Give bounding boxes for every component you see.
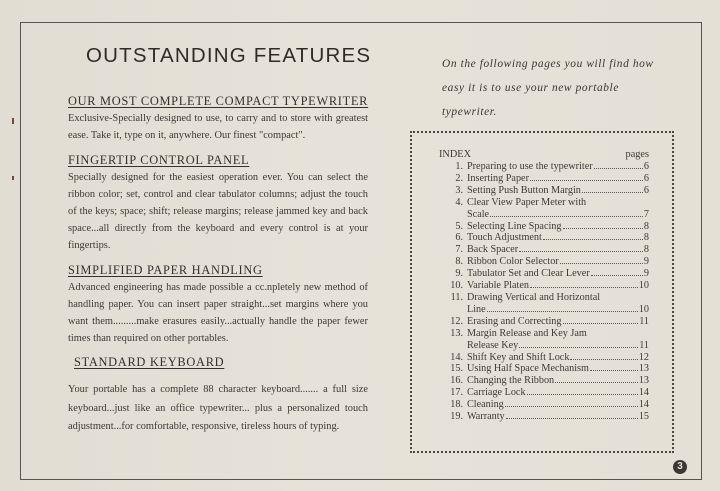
section-body: Specially designed for the easiest operation ever. You can select the ribbon color; set, control and clear tabulator columns; adjust the touch of the keys; space; shift; release margins; release jammed key and back space...all directly from the keyboard and every control is at your fingertips. — [68, 172, 368, 251]
section-heading: FINGERTIP CONTROL PANEL — [68, 153, 250, 167]
index-item-title: Clear View Paper Meter with — [467, 196, 587, 208]
index-item-body — [467, 197, 649, 221]
index-item-body — [467, 232, 649, 244]
section-heading: OUR MOST COMPLETE COMPACT TYPEWRITER — [68, 94, 369, 108]
index-item-page: 10 — [638, 303, 649, 315]
index-item-title: Release Key — [467, 339, 519, 351]
index-item-title: Variable Platen — [467, 280, 529, 292]
index-item-line — [467, 387, 649, 399]
index-item — [439, 197, 649, 221]
index-item-line — [467, 411, 649, 423]
dot-leader — [555, 382, 638, 383]
index-title: INDEX — [439, 149, 472, 160]
section-heading: STANDARD KEYBOARD — [74, 355, 225, 369]
section-heading: SIMPLIFIED PAPER HANDLING — [68, 263, 263, 277]
index-item-title: Inserting Paper — [467, 172, 529, 184]
index-item-body — [467, 221, 649, 233]
dot-leader — [519, 347, 638, 348]
index-item — [439, 399, 649, 411]
index-item-number: 13. — [450, 327, 463, 339]
index-item-page: 7 — [643, 208, 649, 220]
index-item-number: 6. — [455, 232, 463, 244]
dot-leader — [560, 263, 643, 264]
index-item — [439, 173, 649, 185]
dot-leader — [591, 275, 643, 276]
dot-leader — [527, 394, 638, 395]
index-item-page: 13 — [638, 363, 649, 375]
index-item-page: 10 — [638, 280, 649, 292]
index-item-body — [467, 375, 649, 387]
index-item-body — [467, 316, 649, 328]
index-item-line — [467, 244, 649, 256]
index-item — [439, 161, 649, 173]
index-item — [439, 387, 649, 399]
index-item-body — [467, 185, 649, 197]
index-item-line — [467, 363, 649, 375]
index-item-title: Margin Release and Key Jam — [467, 327, 587, 339]
index-item-title: Scale — [467, 208, 490, 220]
index-item — [439, 363, 649, 375]
dot-leader — [582, 192, 643, 193]
index-item-page: 8 — [643, 220, 649, 232]
index-item-body — [467, 387, 649, 399]
index-item-title: Carriage Lock — [467, 387, 526, 399]
section-body: Exclusive-Specially designed to use, to carry and to store with greatest ease. Take it, type on it, anywhere. Our finest "compact". — [68, 113, 368, 141]
index-item-line — [467, 161, 649, 173]
index-item-title: Shift Key and Shift Lock — [467, 351, 570, 363]
index-item-body — [467, 161, 649, 173]
index-item-title: Warranty — [467, 411, 505, 423]
page-number-badge: 3 — [673, 460, 687, 474]
index-item-body — [467, 244, 649, 256]
index-item-body — [467, 256, 649, 268]
dot-leader — [530, 287, 638, 288]
index-item-title: Tabulator Set and Clear Lever — [467, 268, 590, 280]
index-item-number: 2. — [455, 172, 463, 184]
index-item-line — [467, 316, 649, 328]
index-item-number: 3. — [455, 184, 463, 196]
index-item — [439, 292, 649, 316]
index-item-title: Cleaning — [467, 399, 504, 411]
index-item-line — [467, 328, 649, 340]
index-list — [439, 161, 649, 423]
index-item — [439, 185, 649, 197]
index-item — [439, 411, 649, 423]
index-item-title: Selecting Line Spacing — [467, 220, 562, 232]
margin-mark — [12, 176, 14, 180]
index-item-number: 17. — [450, 387, 463, 399]
index-item-page: 14 — [638, 399, 649, 411]
index-item-line — [467, 173, 649, 185]
index-item-page: 6 — [643, 184, 649, 196]
index-item-page: 15 — [638, 411, 649, 423]
index-item-page: 9 — [643, 256, 649, 268]
index-item-page: 13 — [638, 375, 649, 387]
index-item-page: 11 — [639, 339, 649, 351]
index-item-line — [467, 399, 649, 411]
index-item-page: 8 — [643, 232, 649, 244]
index-item-line — [467, 340, 649, 352]
index-item-page: 6 — [643, 161, 649, 172]
index-item-title: Preparing to use the typewriter — [467, 161, 593, 172]
index-item-number: 19. — [450, 411, 463, 423]
index-item-body — [467, 363, 649, 375]
index-item — [439, 244, 649, 256]
index-item-body — [467, 292, 649, 316]
dot-leader — [487, 311, 638, 312]
index-item — [439, 256, 649, 268]
index-pages-label: pages — [625, 149, 649, 160]
index-item-number: 11. — [450, 291, 463, 303]
index-item-line — [467, 209, 649, 221]
index-item-number: 15. — [450, 363, 463, 375]
index-item-line — [467, 292, 649, 304]
index-item-number: 9. — [455, 268, 463, 280]
dot-leader — [543, 239, 643, 240]
dot-leader — [563, 228, 643, 229]
index-item-page: 12 — [638, 351, 649, 363]
index-item-number: 12. — [450, 315, 463, 327]
index-item-number: 4. — [455, 196, 463, 208]
index-item-page: 11 — [639, 315, 649, 327]
index-item-title: Touch Adjustment — [467, 232, 542, 244]
margin-mark — [12, 118, 14, 124]
index-item-number: 7. — [455, 244, 463, 256]
index-box — [410, 131, 674, 453]
index-item-body — [467, 173, 649, 185]
dot-leader — [505, 406, 638, 407]
index-item-line — [467, 256, 649, 268]
index-item — [439, 375, 649, 387]
index-item-title: Setting Push Button Margin — [467, 184, 581, 196]
index-item-body — [467, 280, 649, 292]
index-item — [439, 280, 649, 292]
dot-leader — [570, 359, 637, 360]
index-item-title: Erasing and Correcting — [467, 315, 562, 327]
dot-leader — [506, 418, 638, 419]
index-item-title: Back Spacer — [467, 244, 519, 256]
section-body: Your portable has a complete 88 character keyboard....... a full size keyboard...just like an office typewriter... plus a personalized touch adjustment...for comfortable, responsive, tireless hours of typing. — [68, 384, 368, 433]
index-item-body — [467, 328, 649, 352]
index-item-title: Drawing Vertical and Horizontal — [467, 291, 601, 303]
intro-text: On the following pages you will find how easy it is to use your new portable typewriter. — [442, 58, 654, 118]
dot-leader — [594, 168, 643, 169]
page-title: OUTSTANDING FEATURES — [86, 44, 372, 67]
feature-section — [68, 355, 368, 437]
index-item-number: 10. — [450, 280, 463, 292]
index-item — [439, 221, 649, 233]
index-item-line — [467, 268, 649, 280]
index-item-number: 16. — [450, 375, 463, 387]
index-content — [439, 149, 649, 423]
index-item-line — [467, 375, 649, 387]
index-item-body — [467, 268, 649, 280]
index-item-title: Ribbon Color Selector — [467, 256, 559, 268]
index-item-page: 14 — [638, 387, 649, 399]
index-item-number: 18. — [450, 399, 463, 411]
index-item-line — [467, 221, 649, 233]
index-item-line — [467, 352, 649, 364]
dot-leader — [519, 251, 643, 252]
index-item-title: Using Half Space Mechanism — [467, 363, 589, 375]
index-item-line — [467, 232, 649, 244]
index-item-line — [467, 185, 649, 197]
index-item-page: 9 — [643, 268, 649, 280]
index-item-number: 14. — [450, 351, 463, 363]
feature-section — [68, 94, 368, 144]
index-item-body — [467, 411, 649, 423]
index-item-title: Changing the Ribbon — [467, 375, 555, 387]
index-item-body — [467, 352, 649, 364]
index-item-page: 6 — [643, 172, 649, 184]
dot-leader — [530, 180, 643, 181]
section-body: Advanced engineering has made possible a cc.npletely new method of handling paper. You can insert paper straight...set margins where you want them.........make erasures easily...actually handle the paper fewer times than required on other portables. — [68, 282, 368, 344]
index-item-page: 8 — [643, 244, 649, 256]
dot-leader — [490, 216, 643, 217]
index-item — [439, 352, 649, 364]
index-item-line — [467, 280, 649, 292]
index-item-number: 8. — [455, 256, 463, 268]
index-item-title: Line — [467, 303, 486, 315]
dot-leader — [563, 323, 639, 324]
index-header — [439, 149, 649, 160]
index-item — [439, 268, 649, 280]
index-item — [439, 316, 649, 328]
index-item-body — [467, 399, 649, 411]
dot-leader — [590, 370, 638, 371]
index-item — [439, 328, 649, 352]
index-item-number: 1. — [455, 161, 463, 172]
feature-section — [68, 263, 368, 347]
index-item-number: 5. — [455, 220, 463, 232]
index-item-line — [467, 304, 649, 316]
feature-section — [68, 153, 368, 254]
features-column — [68, 30, 372, 437]
index-item — [439, 232, 649, 244]
index-item-line — [467, 197, 649, 209]
